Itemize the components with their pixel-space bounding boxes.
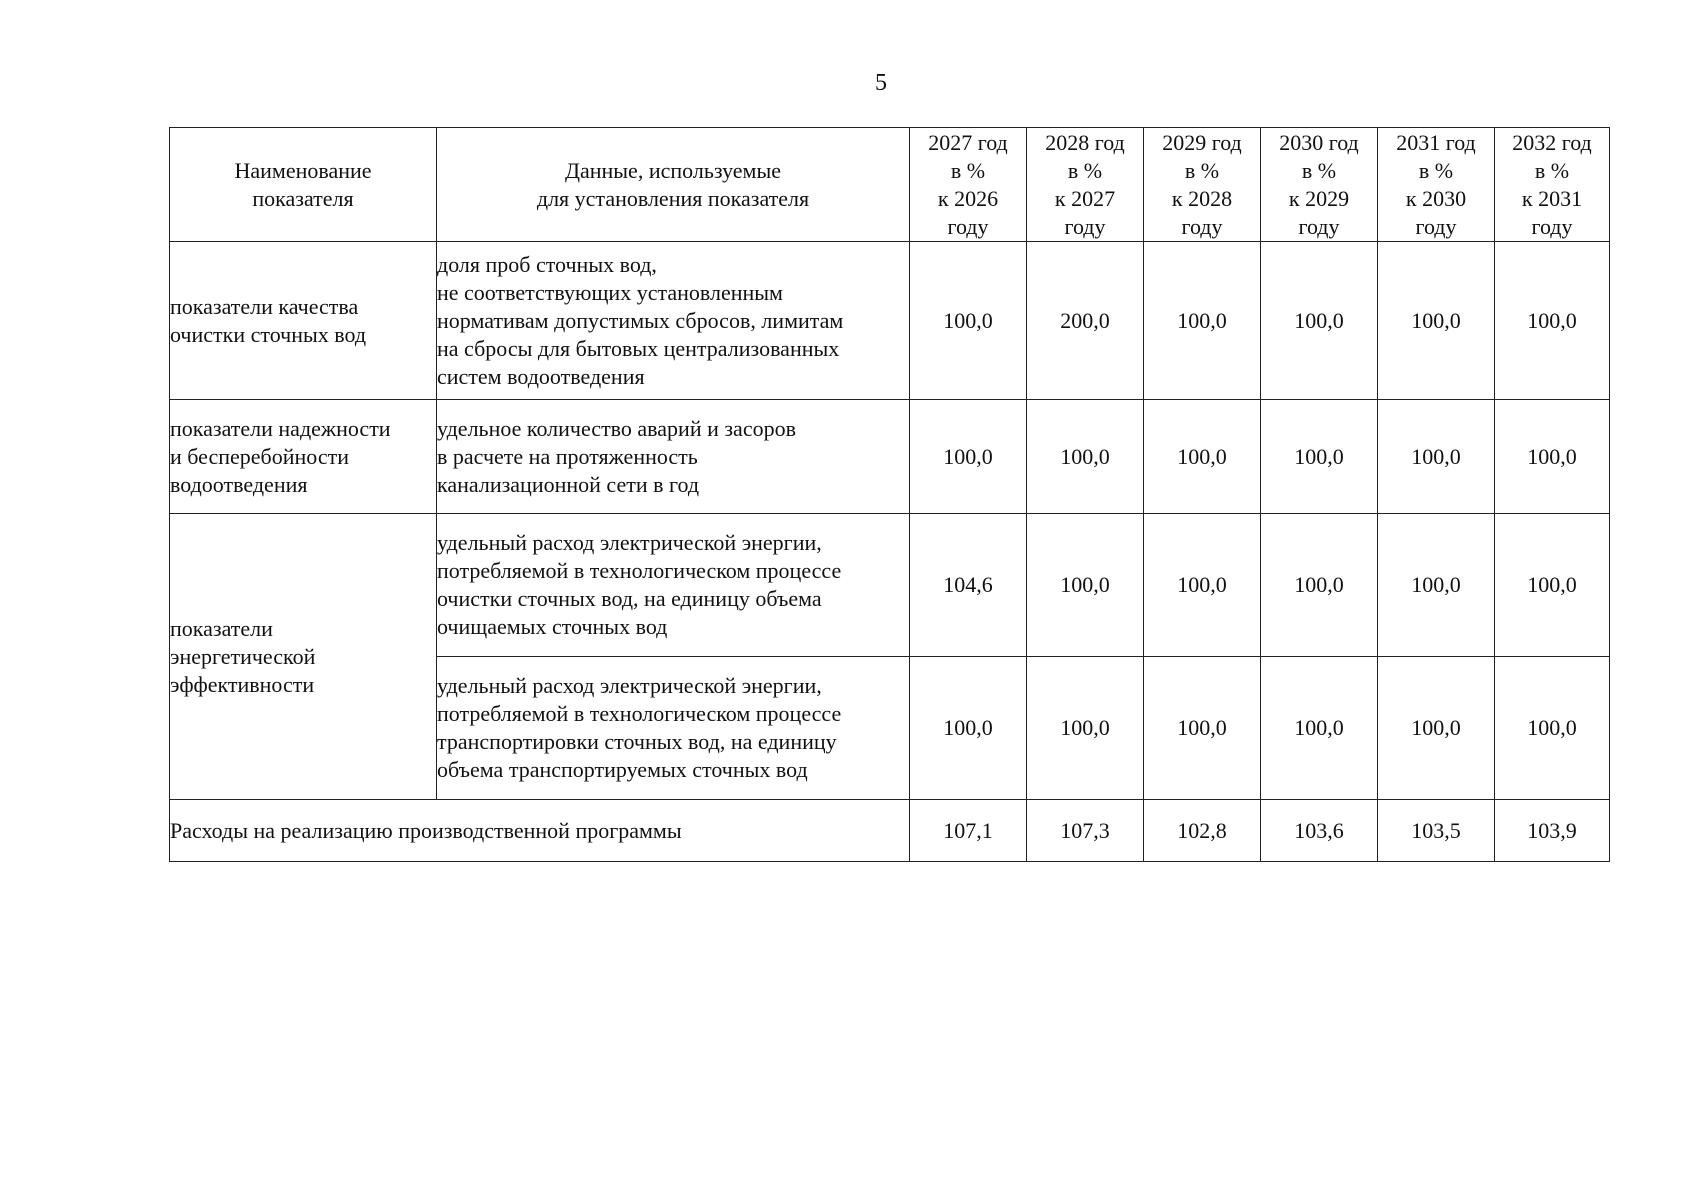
header-indicator-name [170, 128, 437, 242]
header-line: в % [1418, 157, 1454, 183]
header-line: к 2029 [1288, 185, 1350, 211]
value-cell: 100,0 [1261, 242, 1378, 400]
total-value-cell: 107,1 [910, 800, 1027, 862]
value-cell: 100,0 [1027, 657, 1144, 800]
value-cell: 100,0 [1027, 514, 1144, 657]
value-cell: 100,0 [1261, 400, 1378, 514]
header-line: году [947, 213, 989, 239]
header-line: 2031 год [1396, 129, 1476, 155]
header-year-2027 [910, 128, 1027, 242]
header-year-2032 [1495, 128, 1610, 242]
header-year-2031 [1378, 128, 1495, 242]
table-row [170, 400, 1610, 514]
header-line: 2027 год [928, 129, 1008, 155]
value-cell: 104,6 [910, 514, 1027, 657]
header-line: Наименование [234, 157, 372, 183]
source-data-line: объема транспортируемых сточных вод [437, 757, 808, 782]
header-line: 2028 год [1045, 129, 1125, 155]
total-label: Расходы на реализацию производственной программы [170, 800, 910, 862]
header-line: в % [1301, 157, 1337, 183]
value-cell: 100,0 [1144, 400, 1261, 514]
source-data-line: потребляемой в технологическом процессе [437, 558, 842, 583]
source-data-cell [437, 657, 910, 800]
header-line: к 2028 [1171, 185, 1233, 211]
indicator-name-cell [170, 400, 437, 514]
source-data-line: транспортировки сточных вод, на единицу [437, 729, 837, 754]
source-data-line: очистки сточных вод, на единицу объема [437, 586, 822, 611]
indicator-name-line: показатели качества [170, 293, 359, 319]
header-line: году [1531, 213, 1573, 239]
value-cell: 100,0 [1144, 657, 1261, 800]
header-line: к 2030 [1405, 185, 1467, 211]
value-cell: 100,0 [1495, 514, 1610, 657]
header-line: 2030 год [1279, 129, 1359, 155]
source-data-line: удельное количество аварий и засоров [437, 415, 796, 441]
value-cell: 100,0 [1144, 514, 1261, 657]
total-value-cell: 103,6 [1261, 800, 1378, 862]
table-header-row [170, 128, 1610, 242]
page-number: 5 [875, 70, 887, 96]
indicator-name-line: показатели [170, 615, 273, 641]
header-year-2029 [1144, 128, 1261, 242]
indicator-name-line: и бесперебойности [170, 443, 349, 469]
header-line: к 2026 [937, 185, 999, 211]
source-data-cell [437, 242, 910, 400]
value-cell: 100,0 [1261, 657, 1378, 800]
source-data-line: нормативам допустимых сбросов, лимитам [437, 307, 844, 333]
source-data-line: на сбросы для бытовых централизованных [437, 335, 840, 361]
header-line: в % [1534, 157, 1570, 183]
source-data-line: в расчете на протяженность [437, 443, 698, 469]
value-cell: 200,0 [1027, 242, 1144, 400]
value-cell: 100,0 [1495, 657, 1610, 800]
header-line: в % [950, 157, 986, 183]
value-cell: 100,0 [1495, 400, 1610, 514]
table-row [170, 514, 1610, 657]
value-cell: 100,0 [1495, 242, 1610, 400]
value-cell: 100,0 [910, 242, 1027, 400]
header-line: году [1181, 213, 1223, 239]
header-line: к 2031 [1521, 185, 1583, 211]
value-cell: 100,0 [1261, 514, 1378, 657]
source-data-line: удельный расход электрической энергии, [437, 673, 822, 698]
source-data-line: очищаемых сточных вод [437, 614, 668, 639]
value-cell: 100,0 [1027, 400, 1144, 514]
value-cell: 100,0 [1378, 400, 1495, 514]
header-source-data [437, 128, 910, 242]
indicator-name-line: энергетической [170, 643, 316, 669]
value-cell: 100,0 [1378, 514, 1495, 657]
header-year-2030 [1261, 128, 1378, 242]
table-row [170, 242, 1610, 400]
indicator-name-line: водоотведения [170, 471, 308, 497]
indicator-name-line: эффективности [170, 671, 315, 697]
source-data-line: потребляемой в технологическом процессе [437, 701, 842, 726]
indicator-name-line: очистки сточных вод [170, 321, 367, 347]
source-data-cell [437, 514, 910, 657]
indicator-name-cell [170, 514, 437, 800]
value-cell: 100,0 [1144, 242, 1261, 400]
header-line: показателя [252, 185, 354, 211]
total-row [170, 800, 1610, 862]
value-cell: 100,0 [910, 400, 1027, 514]
source-data-line: систем водоотведения [437, 363, 645, 389]
value-cell: 100,0 [1378, 657, 1495, 800]
header-line: в % [1184, 157, 1220, 183]
header-line: году [1415, 213, 1457, 239]
source-data-line: канализационной сети в год [437, 471, 700, 497]
value-cell: 100,0 [1378, 242, 1495, 400]
value-cell: 100,0 [910, 657, 1027, 800]
source-data-cell [437, 400, 910, 514]
header-line: в % [1067, 157, 1103, 183]
source-data-line: удельный расход электрической энергии, [437, 530, 822, 555]
source-data-line: доля проб сточных вод, [437, 251, 657, 277]
header-line: 2032 год [1512, 129, 1592, 155]
header-line: 2029 год [1162, 129, 1242, 155]
header-line: Данные, используемые [564, 157, 782, 183]
header-year-2028 [1027, 128, 1144, 242]
total-value-cell: 102,8 [1144, 800, 1261, 862]
total-value-cell: 103,5 [1378, 800, 1495, 862]
source-data-line: не соответствующих установленным [437, 279, 783, 305]
indicators-table [169, 127, 1610, 862]
header-line: году [1064, 213, 1106, 239]
total-value-cell: 107,3 [1027, 800, 1144, 862]
indicator-name-cell [170, 242, 437, 400]
header-line: к 2027 [1054, 185, 1116, 211]
header-line: году [1298, 213, 1340, 239]
header-line: для установления показателя [536, 185, 810, 211]
indicator-name-line: показатели надежности [170, 415, 391, 441]
total-value-cell: 103,9 [1495, 800, 1610, 862]
